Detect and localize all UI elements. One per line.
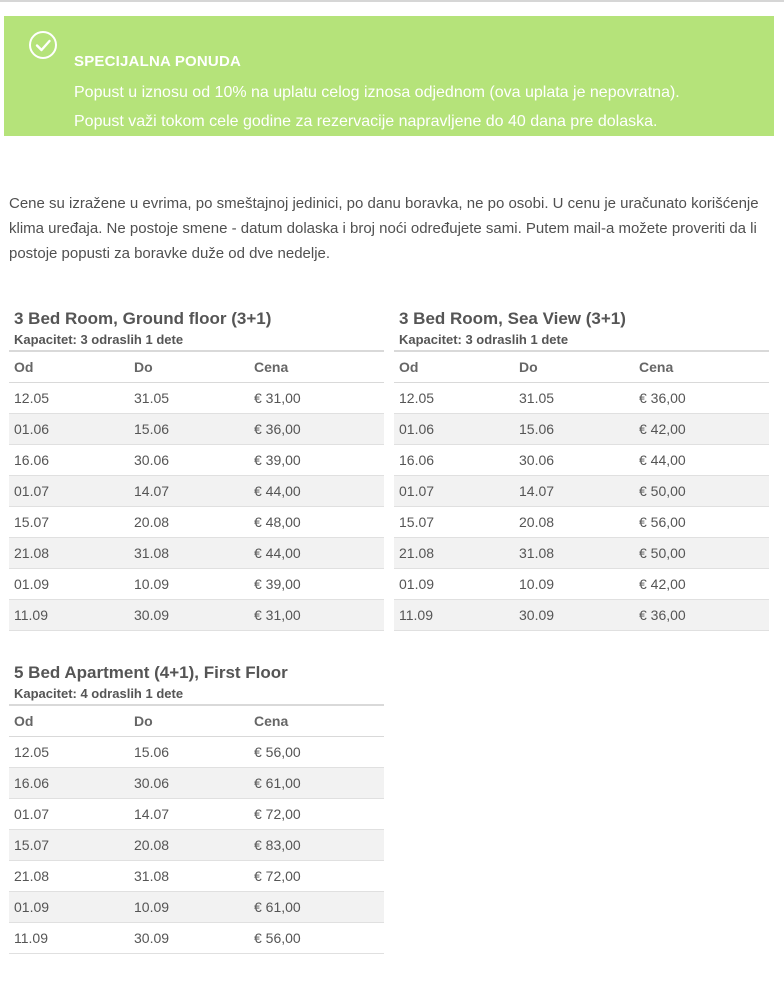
cell-price: € 50,00 <box>634 538 769 569</box>
table-row <box>394 476 769 507</box>
cell-price: € 36,00 <box>249 414 384 445</box>
cell-from-date: 01.07 <box>394 476 514 507</box>
pricing-intro <box>9 191 777 266</box>
cell-to-date: 10.09 <box>129 569 249 600</box>
offer-text-line-2: Popust važi tokom cele godine za rezervacije napravljene do 40 dana pre dolaska. <box>74 113 658 130</box>
price-block-title: 5 Bed Apartment (4+1), First Floor <box>14 663 288 682</box>
table-row <box>9 476 384 507</box>
cell-to-date: 30.06 <box>514 445 634 476</box>
cell-from-date: 16.06 <box>394 445 514 476</box>
table-row <box>394 507 769 538</box>
table-row <box>9 892 384 923</box>
price-block-capacity: Kapacitet: 3 odraslih 1 dete <box>399 332 569 347</box>
table-row <box>9 861 384 892</box>
cell-to-date: 14.07 <box>514 476 634 507</box>
cell-price: € 39,00 <box>249 569 384 600</box>
cell-from-date: 01.06 <box>394 414 514 445</box>
cell-price: € 36,00 <box>634 600 769 631</box>
table-row <box>394 383 769 414</box>
table-row <box>9 737 384 768</box>
cell-to-date: 30.06 <box>129 768 249 799</box>
cell-to-date: 30.09 <box>129 600 249 631</box>
cell-price: € 44,00 <box>634 445 769 476</box>
cell-to-date: 30.06 <box>129 445 249 476</box>
cell-from-date: 12.05 <box>394 383 514 414</box>
table-row <box>9 923 384 954</box>
column-header-price: Cena <box>249 351 384 383</box>
price-table <box>9 704 384 954</box>
price-block-title: 3 Bed Room, Ground floor (3+1) <box>14 309 272 328</box>
cell-price: € 56,00 <box>249 923 384 954</box>
table-row <box>9 445 384 476</box>
cell-price: € 42,00 <box>634 414 769 445</box>
column-header-to: Do <box>514 351 634 383</box>
cell-price: € 50,00 <box>634 476 769 507</box>
price-table <box>9 350 384 631</box>
column-header-to: Do <box>129 705 249 737</box>
cell-from-date: 01.09 <box>9 892 129 923</box>
offer-text-line-1: Popust u iznosu od 10% na uplatu celog iznosa odjednom (ova uplata je nepovratna). <box>74 84 680 101</box>
cell-price: € 48,00 <box>249 507 384 538</box>
cell-to-date: 14.07 <box>129 799 249 830</box>
table-row <box>394 600 769 631</box>
cell-to-date: 14.07 <box>129 476 249 507</box>
column-header-price: Cena <box>634 351 769 383</box>
cell-to-date: 15.06 <box>129 414 249 445</box>
cell-to-date: 10.09 <box>129 892 249 923</box>
column-header-from: Od <box>394 351 514 383</box>
cell-to-date: 10.09 <box>514 569 634 600</box>
table-row <box>9 830 384 861</box>
offer-title: SPECIJALNA PONUDA <box>74 53 242 70</box>
cell-to-date: 20.08 <box>514 507 634 538</box>
price-block-sea-view <box>394 308 769 631</box>
table-row <box>394 414 769 445</box>
cell-price: € 42,00 <box>634 569 769 600</box>
table-header-row <box>9 705 384 737</box>
cell-to-date: 30.09 <box>514 600 634 631</box>
cell-from-date: 11.09 <box>394 600 514 631</box>
column-header-from: Od <box>9 351 129 383</box>
cell-price: € 44,00 <box>249 538 384 569</box>
cell-price: € 61,00 <box>249 768 384 799</box>
cell-from-date: 12.05 <box>9 737 129 768</box>
cell-from-date: 21.08 <box>394 538 514 569</box>
price-block-title: 3 Bed Room, Sea View (3+1) <box>399 309 626 328</box>
cell-from-date: 16.06 <box>9 768 129 799</box>
table-header-row <box>9 351 384 383</box>
cell-from-date: 01.07 <box>9 799 129 830</box>
cell-from-date: 21.08 <box>9 538 129 569</box>
price-block-capacity: Kapacitet: 4 odraslih 1 dete <box>14 686 184 701</box>
price-table <box>394 350 769 631</box>
cell-price: € 61,00 <box>249 892 384 923</box>
cell-price: € 44,00 <box>249 476 384 507</box>
table-row <box>394 569 769 600</box>
check-circle-icon <box>28 30 58 60</box>
table-row <box>394 538 769 569</box>
cell-from-date: 01.06 <box>9 414 129 445</box>
cell-to-date: 31.05 <box>129 383 249 414</box>
table-row <box>9 383 384 414</box>
intro-line-1: Cene su izražene u evrima, po smeštajnoj jedinici, po danu boravka, ne po osobi. U cenu je uračunato korišćenje <box>9 195 759 212</box>
cell-from-date: 15.07 <box>394 507 514 538</box>
column-header-to: Do <box>129 351 249 383</box>
top-divider <box>0 0 784 2</box>
table-row <box>9 600 384 631</box>
cell-price: € 72,00 <box>249 861 384 892</box>
cell-to-date: 15.06 <box>514 414 634 445</box>
cell-to-date: 31.08 <box>129 538 249 569</box>
cell-price: € 31,00 <box>249 383 384 414</box>
cell-from-date: 01.09 <box>9 569 129 600</box>
cell-from-date: 12.05 <box>9 383 129 414</box>
cell-price: € 56,00 <box>634 507 769 538</box>
table-row <box>9 538 384 569</box>
column-header-from: Od <box>9 705 129 737</box>
cell-from-date: 15.07 <box>9 830 129 861</box>
cell-from-date: 01.07 <box>9 476 129 507</box>
cell-from-date: 21.08 <box>9 861 129 892</box>
price-block-ground-floor <box>9 308 384 631</box>
cell-to-date: 30.09 <box>129 923 249 954</box>
table-row <box>9 768 384 799</box>
cell-from-date: 01.09 <box>394 569 514 600</box>
price-block-capacity: Kapacitet: 3 odraslih 1 dete <box>14 332 184 347</box>
cell-price: € 56,00 <box>249 737 384 768</box>
price-block-apartment <box>9 662 384 954</box>
intro-line-2: klima uređaja. Ne postoje smene - datum dolaska i broj noći određujete sami. Putem mail-a možete proveriti da li <box>9 220 757 237</box>
intro-line-3: postoje popusti za boravke duže od dve nedelje. <box>9 245 331 262</box>
cell-from-date: 11.09 <box>9 600 129 631</box>
table-row <box>9 507 384 538</box>
cell-price: € 83,00 <box>249 830 384 861</box>
cell-from-date: 11.09 <box>9 923 129 954</box>
cell-from-date: 16.06 <box>9 445 129 476</box>
cell-to-date: 31.08 <box>514 538 634 569</box>
cell-from-date: 15.07 <box>9 507 129 538</box>
cell-to-date: 31.08 <box>129 861 249 892</box>
special-offer-banner <box>4 16 774 136</box>
cell-to-date: 15.06 <box>129 737 249 768</box>
cell-to-date: 20.08 <box>129 507 249 538</box>
column-header-price: Cena <box>249 705 384 737</box>
cell-to-date: 20.08 <box>129 830 249 861</box>
table-row <box>9 569 384 600</box>
cell-price: € 31,00 <box>249 600 384 631</box>
cell-price: € 39,00 <box>249 445 384 476</box>
table-row <box>9 799 384 830</box>
table-header-row <box>394 351 769 383</box>
table-row <box>9 414 384 445</box>
table-row <box>394 445 769 476</box>
cell-price: € 36,00 <box>634 383 769 414</box>
cell-price: € 72,00 <box>249 799 384 830</box>
cell-to-date: 31.05 <box>514 383 634 414</box>
